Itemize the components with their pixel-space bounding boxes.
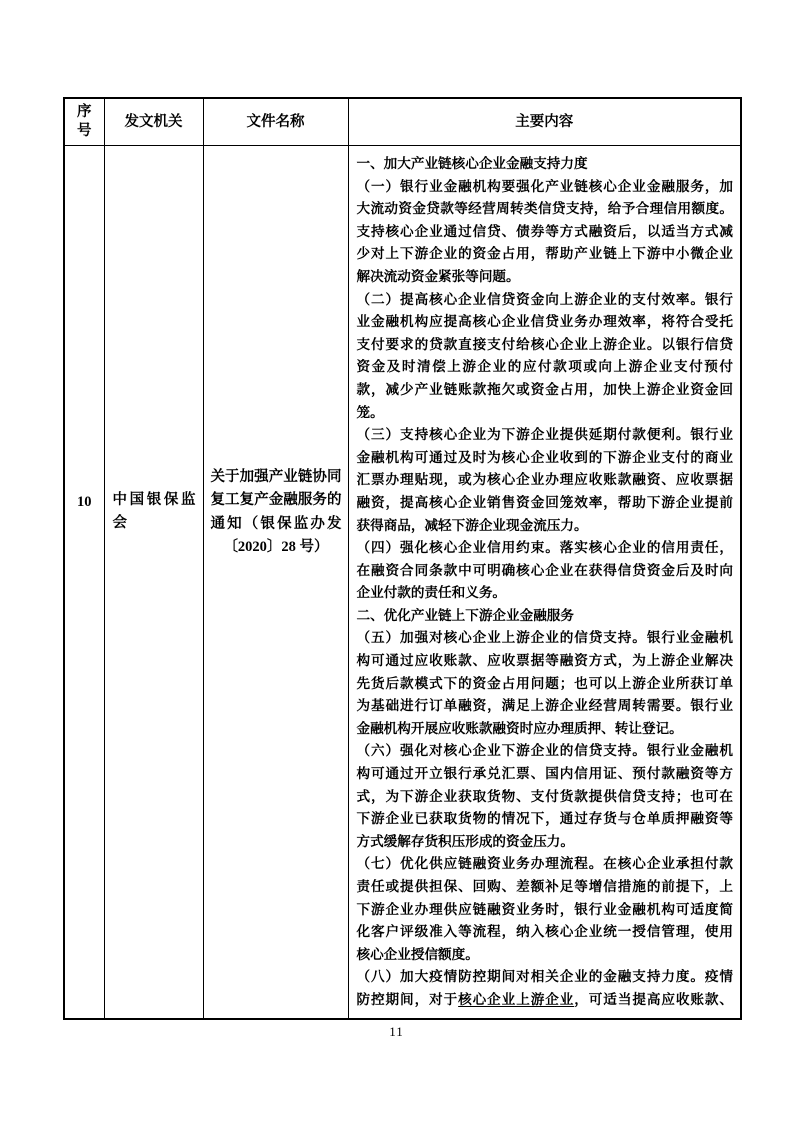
- content-line: （四）强化核心企业信用约束。落实核心企业的信用责任，: [356, 540, 733, 556]
- content-line: 支付要求的贷款直接支付给核心企业上游企业。以银行信贷: [356, 336, 733, 352]
- doc-title: [211, 466, 342, 559]
- content-line: （三）支持核心企业为下游企业提供延期付款便利。银行业: [356, 427, 733, 443]
- content-line: 下游企业办理供应链融资业务时，银行业金融机构可适度简: [356, 901, 733, 917]
- header-issuing-agency: 发文机关: [104, 98, 203, 146]
- header-main-content: 主要内容: [348, 98, 741, 146]
- main-content-text: [349, 146, 741, 1012]
- text-segment: 防控期间，对于: [356, 991, 459, 1007]
- content-line: 二、优化产业链上下游企业金融服务: [356, 607, 574, 623]
- content-line: 构可通过开立银行承兑汇票、国内信用证、预付款融资等方: [356, 766, 733, 782]
- content-line: （一）银行业金融机构要强化产业链核心企业金融服务，加: [356, 178, 733, 194]
- doc-title-line: 通知（银保监办发: [210, 515, 342, 532]
- serial-number-cell: [64, 146, 104, 1020]
- content-line: 核心企业授信额度。: [356, 946, 479, 962]
- doc-title-line: 关于加强产业链协同: [210, 469, 342, 485]
- content-line: （五）加强对核心企业上游企业的信贷支持。银行业金融机: [356, 630, 733, 646]
- content-line: 笼。: [356, 404, 384, 420]
- content-line: 解决流动资金紧张等问题。: [356, 268, 520, 284]
- document-name-cell: [203, 146, 348, 1020]
- content-line: 在融资合同条款中可明确核心企业在获得信贷资金后及时向: [356, 562, 733, 578]
- content-line: 方式缓解存货积压形成的资金压力。: [356, 833, 574, 849]
- content-line: （八）加大疫情防控期间对相关企业的金融支持力度。疫情: [356, 969, 733, 985]
- content-line: 企业付款的责任和义务。: [356, 585, 507, 601]
- content-line: 融资，提高核心企业销售资金回笼效率，帮助下游企业提前: [356, 494, 733, 510]
- content-line: （六）强化对核心企业下游企业的信贷支持。银行业金融机: [356, 743, 733, 759]
- content-line: 大流动资金贷款等经营周转类信贷支持，给予合理信用额度。: [356, 201, 733, 217]
- content-line: 一、加大产业链核心企业金融支持力度: [356, 156, 588, 171]
- content-line: 化客户评级准入等流程，纳入核心企业统一授信管理，使用: [356, 924, 733, 940]
- content-line: 先货后款模式下的资金占用问题；也可以上游企业所获订单: [356, 675, 733, 691]
- header-document-name: 文件名称: [203, 98, 348, 146]
- page-number: 11: [389, 1024, 404, 1039]
- text-segment: ，可适当提高应收账款、: [574, 991, 734, 1007]
- doc-title-line: 复工复产金融服务的: [210, 492, 342, 509]
- content-line: 款，减少产业链账款拖欠或资金占用，加快上游企业资金回: [356, 381, 733, 397]
- content-line: 金融机构开展应收账款融资时应办理质押、转让登记。: [356, 720, 683, 736]
- header-serial-number: 序号: [64, 98, 104, 146]
- issuing-agency: 中国银保监会: [112, 492, 196, 531]
- content-line: 金融机构可通过及时为核心企业收到的下游企业支付的商业: [356, 449, 733, 465]
- content-line: 为基础进行订单融资，满足上游企业经营周转需要。银行业: [356, 698, 733, 714]
- content-line: 下游企业已获取货物的情况下，通过存货与仓单质押融资等: [356, 811, 733, 827]
- content-line: 资金及时清偿上游企业的应付款项或向上游企业支付预付: [356, 359, 733, 375]
- content-line: 支持核心企业通过信贷、债券等方式融资后，以适当方式减: [356, 223, 733, 239]
- main-content-cell: [348, 146, 741, 1020]
- issuing-agency-cell: [104, 146, 203, 1020]
- content-line: 责任或提供担保、回购、差额补足等增信措施的前提下，上: [356, 879, 733, 894]
- serial-number: 10: [77, 494, 92, 510]
- content-line: （二）提高核心企业信贷资金向上游企业的支付效率。银行: [356, 291, 733, 307]
- doc-title-line: 〔2020〕28 号）: [223, 538, 329, 555]
- regulations-table: [63, 97, 742, 1020]
- content-line: 汇票办理贴现，或为核心企业办理应收账款融资、应收票据: [356, 472, 733, 488]
- content-line: 业金融机构应提高核心企业信贷业务办理效率，将符合受托: [356, 314, 733, 330]
- content-line: 少对上下游企业的资金占用，帮助产业链上下游中小微企业: [356, 246, 733, 262]
- content-line: 获得商品，减轻下游企业现金流压力。: [356, 517, 588, 533]
- content-line: 构可通过应收账款、应收票据等融资方式，为上游企业解决: [356, 653, 733, 669]
- table-header-row: [64, 98, 741, 146]
- content-line: （七）优化供应链融资业务办理流程。在核心企业承担付款: [356, 856, 733, 872]
- table-row: [64, 146, 741, 1020]
- content-line: 式，为下游企业获取货物、支付货款提供信贷支持；也可在: [356, 788, 733, 804]
- content-line: [357, 989, 734, 1012]
- underlined-text: 核心企业上游企业: [458, 991, 575, 1007]
